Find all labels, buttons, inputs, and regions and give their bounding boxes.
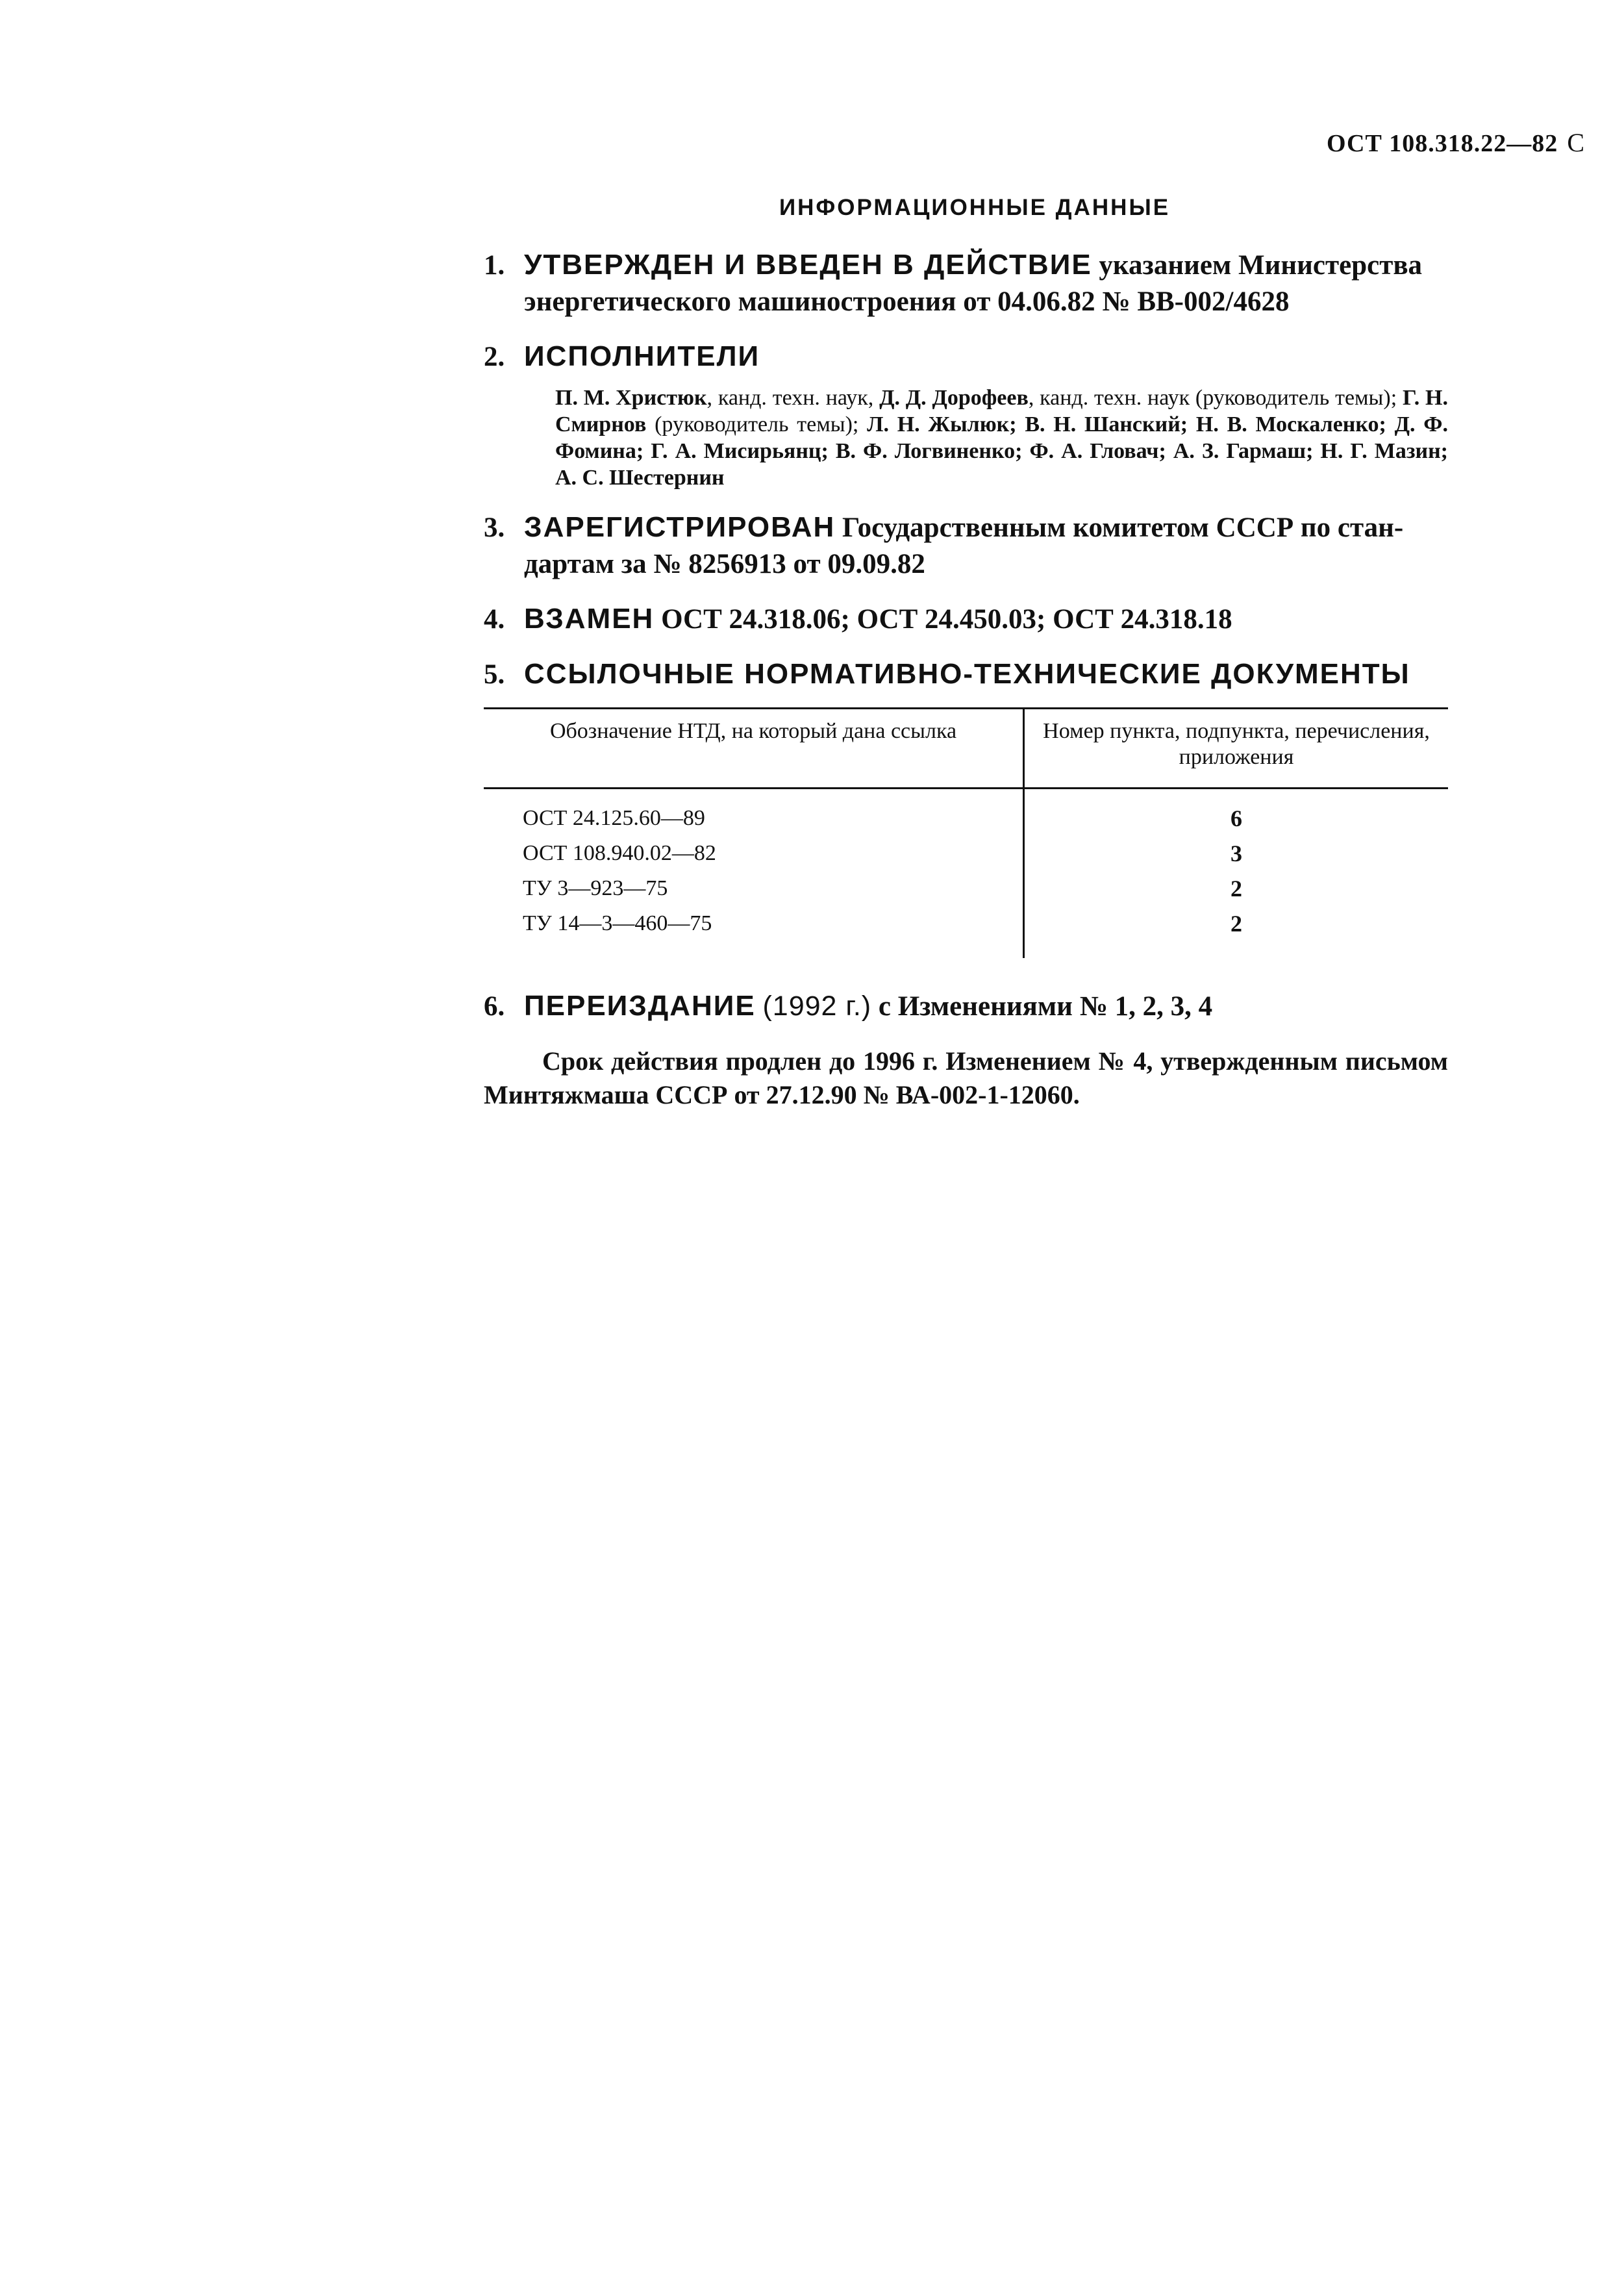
column-header-clause: Номер пункта, подпункта, перечисления, приложения (1024, 709, 1449, 789)
designation-cell: ТУ 14—3—460—75 (484, 906, 1024, 958)
item-title: ЗАРЕГИСТРИРОВАН (524, 511, 836, 543)
author-name: Г. Н. Смирнов (555, 386, 1449, 436)
document-code-suffix: С (1567, 128, 1585, 157)
designation-cell: ОСТ 108.940.02—82 (484, 836, 1024, 871)
author-name: Д. Д. Дорофеев (879, 386, 1029, 410)
item-text: Государственным комитетом СССР по стан- (842, 512, 1404, 543)
document-code (1327, 127, 1585, 158)
author-role: (руководитель темы); (646, 412, 868, 436)
table-row (484, 789, 1448, 837)
item-reissue-line (484, 988, 1448, 1025)
author-name: П. М. Христюк (555, 386, 707, 410)
item-registration-line-2: дартам за № 8256913 от 09.09.82 (524, 549, 925, 579)
item-title: ССЫЛОЧНЫЕ НОРМАТИВНО-ТЕХНИЧЕСКИЕ ДОКУМЕНТЫ (524, 658, 1410, 690)
designation-cell: ТУ 3—923—75 (484, 871, 1024, 906)
document-code-number: ОСТ 108.318.22—82 (1327, 130, 1558, 157)
author-role: , канд. техн. наук, (706, 386, 880, 410)
item-text: указанием Министерства (1099, 250, 1423, 281)
table-row (484, 871, 1448, 906)
designation-cell: ОСТ 24.125.60—89 (484, 789, 1024, 837)
item-executors-heading (484, 338, 1448, 375)
section-heading: ИНФОРМАЦИОННЫЕ ДАННЫЕ (779, 195, 1171, 220)
item-approval (484, 247, 1448, 320)
author-role: , канд. техн. наук (руководитель темы); (1028, 386, 1403, 410)
item-registration-line-1 (484, 509, 1448, 546)
clause-cell: 6 (1230, 805, 1242, 831)
reference-table-grid (484, 707, 1448, 958)
item-number: 6. (484, 991, 505, 1022)
validity-note: Срок действия продлен до 1996 г. Изменением № 4, утвержденным письмом Минтяжмаша СССР от 27.12.90 № ВА-002-1-12060. (484, 1046, 1448, 1109)
item-title: ИСПОЛНИТЕЛИ (524, 340, 760, 372)
item-number: 4. (484, 604, 505, 635)
item-replaces-line (484, 601, 1448, 638)
item-executors (484, 338, 1448, 491)
information-content (484, 247, 1448, 1112)
item-registration (484, 509, 1448, 583)
clause-cell: 3 (1230, 840, 1242, 866)
author-names-list: Л. Н. Жылюк; В. Н. Шанский; Н. В. Москаленко; Д. Ф. Фомина; Г. А. Мисирьянц; В. Ф. Логвиненко; Ф. А. Гловач; А. З. Гармаш; Н. Г. Мазин; А. С. Шестернин (555, 412, 1448, 490)
column-header-designation: Обозначение НТД, на который дана ссылка (484, 709, 1024, 789)
item-replaces (484, 601, 1448, 638)
clause-cell: 2 (1230, 876, 1242, 902)
item-title: ВЗАМЕН (524, 603, 655, 635)
item-text: с Изменениями № 1, 2, 3, 4 (878, 991, 1213, 1022)
executors-list (484, 385, 1448, 491)
item-text: ОСТ 24.318.06; ОСТ 24.450.03; ОСТ 24.318.18 (661, 604, 1232, 635)
reissue-year: (1992 г.) (762, 991, 872, 1022)
table-row (484, 836, 1448, 871)
item-title: УТВЕРЖДЕН И ВВЕДЕН В ДЕЙСТВИЕ (524, 249, 1092, 281)
table-header-row (484, 709, 1448, 789)
item-number: 5. (484, 659, 505, 690)
table-row (484, 906, 1448, 958)
item-number: 2. (484, 342, 505, 372)
item-reissue (484, 988, 1448, 1025)
item-title: ПЕРЕИЗДАНИЕ (524, 990, 756, 1022)
item-number: 3. (484, 512, 505, 543)
item-reference-documents-heading (484, 656, 1448, 693)
clause-cell: 2 (1230, 911, 1242, 937)
item-approval-line-2: энергетического машиностроения от 04.06.82 № ВВ-002/4628 (524, 286, 1290, 317)
item-number: 1. (484, 250, 505, 281)
reference-table (484, 707, 1448, 958)
item-reference-documents (484, 656, 1448, 693)
item-approval-line-1 (484, 247, 1448, 284)
